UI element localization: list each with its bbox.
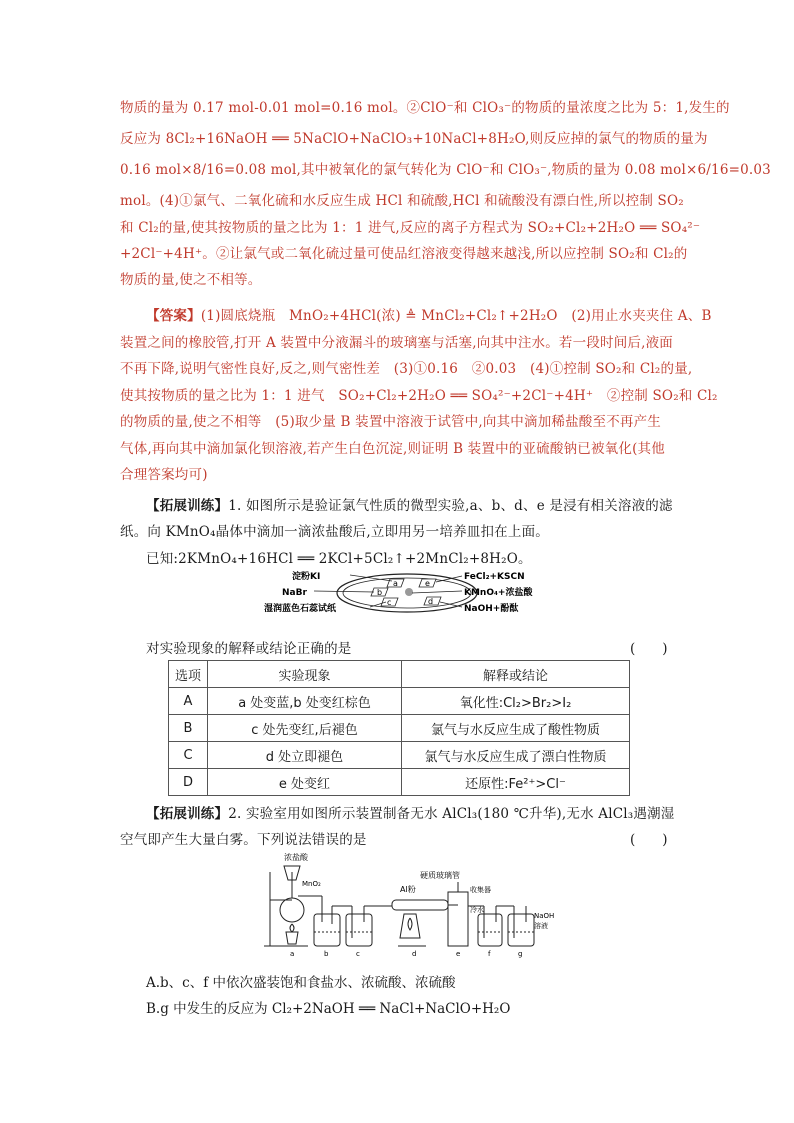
label-solution: 溶液 (534, 922, 548, 930)
letter-d: d (412, 950, 417, 958)
table-cell: 氯气与水反应生成了漂白性物质 (402, 742, 630, 769)
answer-line: 气体,再向其中滴加氯化钡溶液,若产生白色沉淀,则证明 B 装置中的亚硫酸钠已被氧化(其他 (120, 441, 665, 457)
known-equation: 已知:2KMnO₄+16HCl ══ 2KCl+5Cl₂↑+2MnCl₂+8H₂O。 (146, 551, 532, 567)
answer-line: 合理答案均可) (120, 467, 208, 483)
petri-dish-figure (262, 569, 552, 617)
answer-line: 的物质的量,使之不相等 (5)取少量 B 装置中溶液于试管中,向其中滴加稀盐酸至不再产生 (120, 414, 662, 430)
label-tube: 硬质玻璃管 (420, 871, 460, 880)
col-header: 实验现象 (208, 661, 402, 688)
label-naoh: NaOH+酚酞 (464, 604, 519, 614)
label-mno2: MnO₂ (302, 880, 321, 888)
solution-line: 0.16 mol×8/16=0.08 mol,其中被氧化的氯气转化为 ClO⁻和 ClO₃⁻,物质的量为 0.08 mol×6/16=0.03 (120, 162, 771, 178)
practice-label: 【拓展训练】 (146, 806, 229, 822)
solution-line: 物质的量为 0.17 mol-0.01 mol=0.16 mol。②ClO⁻和 ClO₃⁻的物质的量浓度之比为 5：1,发生的 (120, 100, 730, 116)
letter-f: f (488, 950, 491, 958)
answer-label: 【答案】 (146, 308, 201, 324)
option-b: B.g 中发生的反应为 Cl₂+2NaOH ══ NaCl+NaClO+H₂O (146, 1001, 511, 1017)
table-cell: 还原性:Fe²⁺>Cl⁻ (402, 769, 630, 796)
solution-line: +2Cl⁻+4H⁺。②让氯气或二氧化硫过量可使品红溶液变得越来越浅,所以应控制 SO₂和 Cl₂的 (120, 246, 688, 262)
table-row (169, 769, 630, 796)
col-header: 解释或结论 (402, 661, 630, 688)
table-cell: D (169, 769, 208, 796)
answer-line: 使其按物质的量之比为 1：1 进气 SO₂+Cl₂+2H₂O ══ SO₄²⁻+2Cl⁻+4H⁺ ②控制 SO₂和 Cl₂ (120, 388, 718, 404)
table-header-row (169, 661, 630, 688)
answer-line: 不再下降,说明气密性良好,反之,则气密性差 (3)①0.16 ②0.03 (4)①控制 SO₂和 Cl₂的量, (120, 361, 693, 377)
label-litmus: 湿润蓝色石蕊试纸 (264, 604, 337, 614)
table-cell: B (169, 715, 208, 742)
table-cell: e 处变红 (208, 769, 402, 796)
paper-label-a: a (393, 579, 398, 588)
label-al: Al粉 (400, 885, 416, 894)
table-cell: 氯气与水反应生成了酸性物质 (402, 715, 630, 742)
letter-b: b (324, 950, 329, 958)
letter-a: a (290, 950, 295, 958)
solution-line: 反应为 8Cl₂+16NaOH ══ 5NaClO+NaClO₃+10NaCl+8H₂O,则反应掉的氯气的物质的量为 (120, 131, 708, 147)
practice-text: 空气即产生大量白雾。下列说法错误的是 (120, 832, 367, 848)
question-text: 对实验现象的解释或结论正确的是 (146, 641, 352, 657)
table-cell: c 处先变红,后褪色 (208, 715, 402, 742)
answer-blank: ( ) (630, 641, 668, 657)
label-cold-water: 冷水 (470, 906, 484, 914)
practice-text: 1. 如图所示是验证氯气性质的微型实验,a、b、d、e 是浸有相关溶液的滤 (228, 498, 673, 514)
letter-g: g (518, 950, 523, 958)
apparatus-figure (262, 852, 562, 960)
label-starch-ki: 淀粉KI (292, 572, 321, 582)
answer-line: 装置之间的橡胶管,打开 A 装置中分液漏斗的玻璃塞与活塞,向其中注水。若一段时间后,液面 (120, 335, 674, 351)
label-collector: 收集器 (470, 886, 491, 894)
paper-label-e: e (425, 579, 430, 588)
practice-text: 纸。向 KMnO₄晶体中滴加一滴浓盐酸后,立即用另一培养皿扣在上面。 (120, 524, 549, 540)
answer-blank: ( ) (630, 832, 668, 848)
label-nabr: NaBr (282, 588, 307, 598)
label-kmno4: KMnO₄+浓盐酸 (464, 588, 533, 598)
result-table (168, 660, 630, 796)
option-a: A.b、c、f 中依次盛装饱和食盐水、浓硫酸、浓硫酸 (146, 975, 456, 991)
solution-line: 和 Cl₂的量,使其按物质的量之比为 1：1 进气,反应的离子方程式为 SO₂+Cl₂+2H₂O ══ SO₄²⁻ (120, 220, 701, 236)
table-row (169, 742, 630, 769)
paper-label-b: b (377, 588, 383, 597)
col-header: 选项 (169, 661, 208, 688)
solution-line: mol。(4)①氯气、二氧化硫和水反应生成 HCl 和硫酸,HCl 和硫酸没有漂白性,所以控制 SO₂ (120, 193, 684, 209)
table-cell: C (169, 742, 208, 769)
practice-text: 2. 实验室用如图所示装置制备无水 AlCl₃(180 ℃升华),无水 AlCl₃遇潮湿 (228, 806, 675, 822)
table-cell: A (169, 688, 208, 715)
table-row (169, 688, 630, 715)
table-cell: 氧化性:Cl₂>Br₂>I₂ (402, 688, 630, 715)
answer-line: (1)圆底烧瓶 MnO₂+4HCl(浓) ≜ MnCl₂+Cl₂↑+2H₂O (2)用止水夹夹住 A、B (200, 308, 712, 324)
solution-line: 物质的量,使之不相等。 (120, 272, 262, 288)
label-naoh: NaOH (534, 912, 555, 920)
letter-c: c (356, 950, 360, 958)
paper-label-c: c (387, 598, 392, 607)
label-acid: 浓盐酸 (284, 853, 308, 862)
practice-label: 【拓展训练】 (146, 498, 229, 514)
table-row (169, 715, 630, 742)
table-cell: d 处立即褪色 (208, 742, 402, 769)
label-fecl2: FeCl₂+KSCN (464, 572, 525, 582)
table-cell: a 处变蓝,b 处变红棕色 (208, 688, 402, 715)
letter-e: e (456, 950, 461, 958)
paper-label-d: d (428, 597, 434, 606)
